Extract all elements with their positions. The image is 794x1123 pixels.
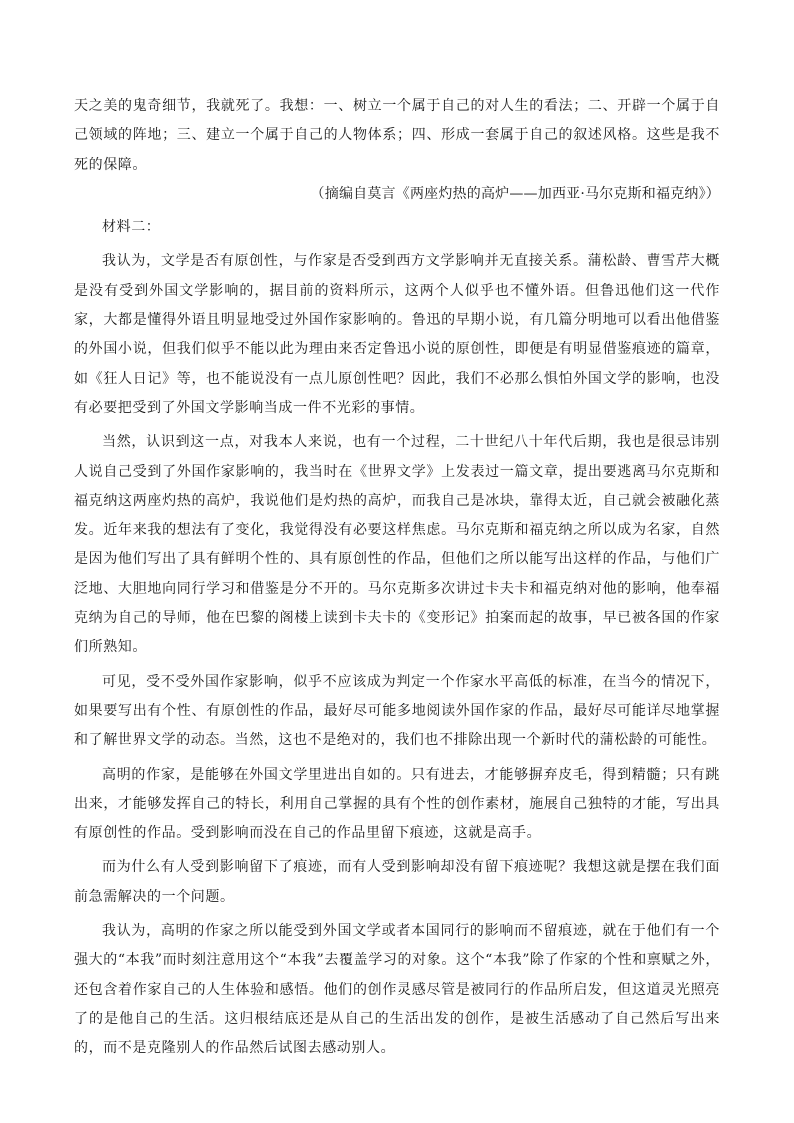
body-paragraph-1: 我认为，文学是否有原创性，与作家是否受到西方文学影响并无直接关系。蒲松龄、曹雪芹大概是没有受到外国文学影响的，据目前的资料所示，这两个人似乎也不懂外语。但鲁迅他们这一代作家，大都是懂得外语且明显地受过外国作家影响的。鲁迅的早期小说，有几篇分明地可以看出他借鉴的外国小说，但我们似乎不能以此为理由来否定鲁迅小说的原创性，即便是有明显借鉴痕迹的篇章，如《狂人日记》等，也不能说没有一点儿原创性吧？因此，我们不必那么惧怕外国文学的影响，也没有必要把受到了外国文学影响当成一件不光彩的事情。 <box>74 253 720 416</box>
body-paragraph-6: 我认为，高明的作家之所以能受到外国文学或者本国同行的影响而不留痕迹，就在于他们有一个强大的“本我”而时刻注意用这个“本我”去覆盖学习的对象。这个“本我”除了作家的个性和禀赋之外，还包含着作家自己的人生体验和感悟。他们的创作灵感尽管是被同行的作品所启发，但这道灵光照亮了的是他自己的生活。这归根结底还是从自己的生活出发的创作，是被生活感动了自己然后写出来的，而不是克隆别人的作品然后试图去感动别人。 <box>74 923 720 1057</box>
section-heading: 材料二： <box>102 219 161 236</box>
document-body <box>74 92 720 1064</box>
body-paragraph-5: 而为什么有人受到影响留下了痕迹，而有人受到影响却没有留下痕迹呢？我想这就是摆在我们面前急需解决的一个问题。 <box>74 859 720 905</box>
body-paragraph-4: 高明的作家，是能够在外国文学里进出自如的。只有进去，才能够摒弃皮毛，得到精髓；只有跳出来，才能够发挥自己的特长，利用自己掌握的具有个性的创作素材，施展自己独特的才能，写出具有原创性的作品。受到影响而没在自己的作品里留下痕迹，这就是高手。 <box>74 766 720 842</box>
source-citation: （摘编自莫言《两座灼热的高炉——加西亚·马尔克斯和福克纳》） <box>310 185 720 202</box>
continued-paragraph: 天之美的鬼奇细节，我就死了。我想：一、树立一个属于自己的对人生的看法；二、开辟一个属于自己领域的阵地；三、建立一个属于自己的人物体系；四、形成一套属于自己的叙述风格。这些是我不死的保障。 <box>74 98 720 173</box>
body-paragraph-2: 当然，认识到这一点，对我本人来说，也有一个过程，二十世纪八十年代后期，我也是很忌讳别人说自己受到了外国作家影响的，我当时在《世界文学》上发表过一篇文章，提出要逃离马尔克斯和福克纳这两座灼热的高炉，我说他们是灼热的高炉，而我自己是冰块，靠得太近，自己就会被融化蒸发。近年来我的想法有了变化，我觉得没有必要这样焦虑。马尔克斯和福克纳之所以成为名家，自然是因为他们写出了具有鲜明个性的、具有原创性的作品，但他们之所以能写出这样的作品，与他们广泛地、大胆地向同行学习和借鉴是分不开的。马尔克斯多次讲过卡夫卡和福克纳对他的影响，他奉福克纳为自己的导师，他在巴黎的阁楼上读到卡夫卡的《变形记》拍案而起的故事，早已被各国的作家们所熟知。 <box>74 434 720 656</box>
body-paragraph-3: 可见，受不受外国作家影响，似乎不应该成为判定一个作家水平高低的标准，在当今的情况下，如果要写出有个性、有原创性的作品，最好尽可能多地阅读外国作家的作品，最好尽可能详尽地掌握和了解世界文学的动态。当然，这也不是绝对的，我们也不排除出现一个新时代的蒲松龄的可能性。 <box>74 673 720 749</box>
